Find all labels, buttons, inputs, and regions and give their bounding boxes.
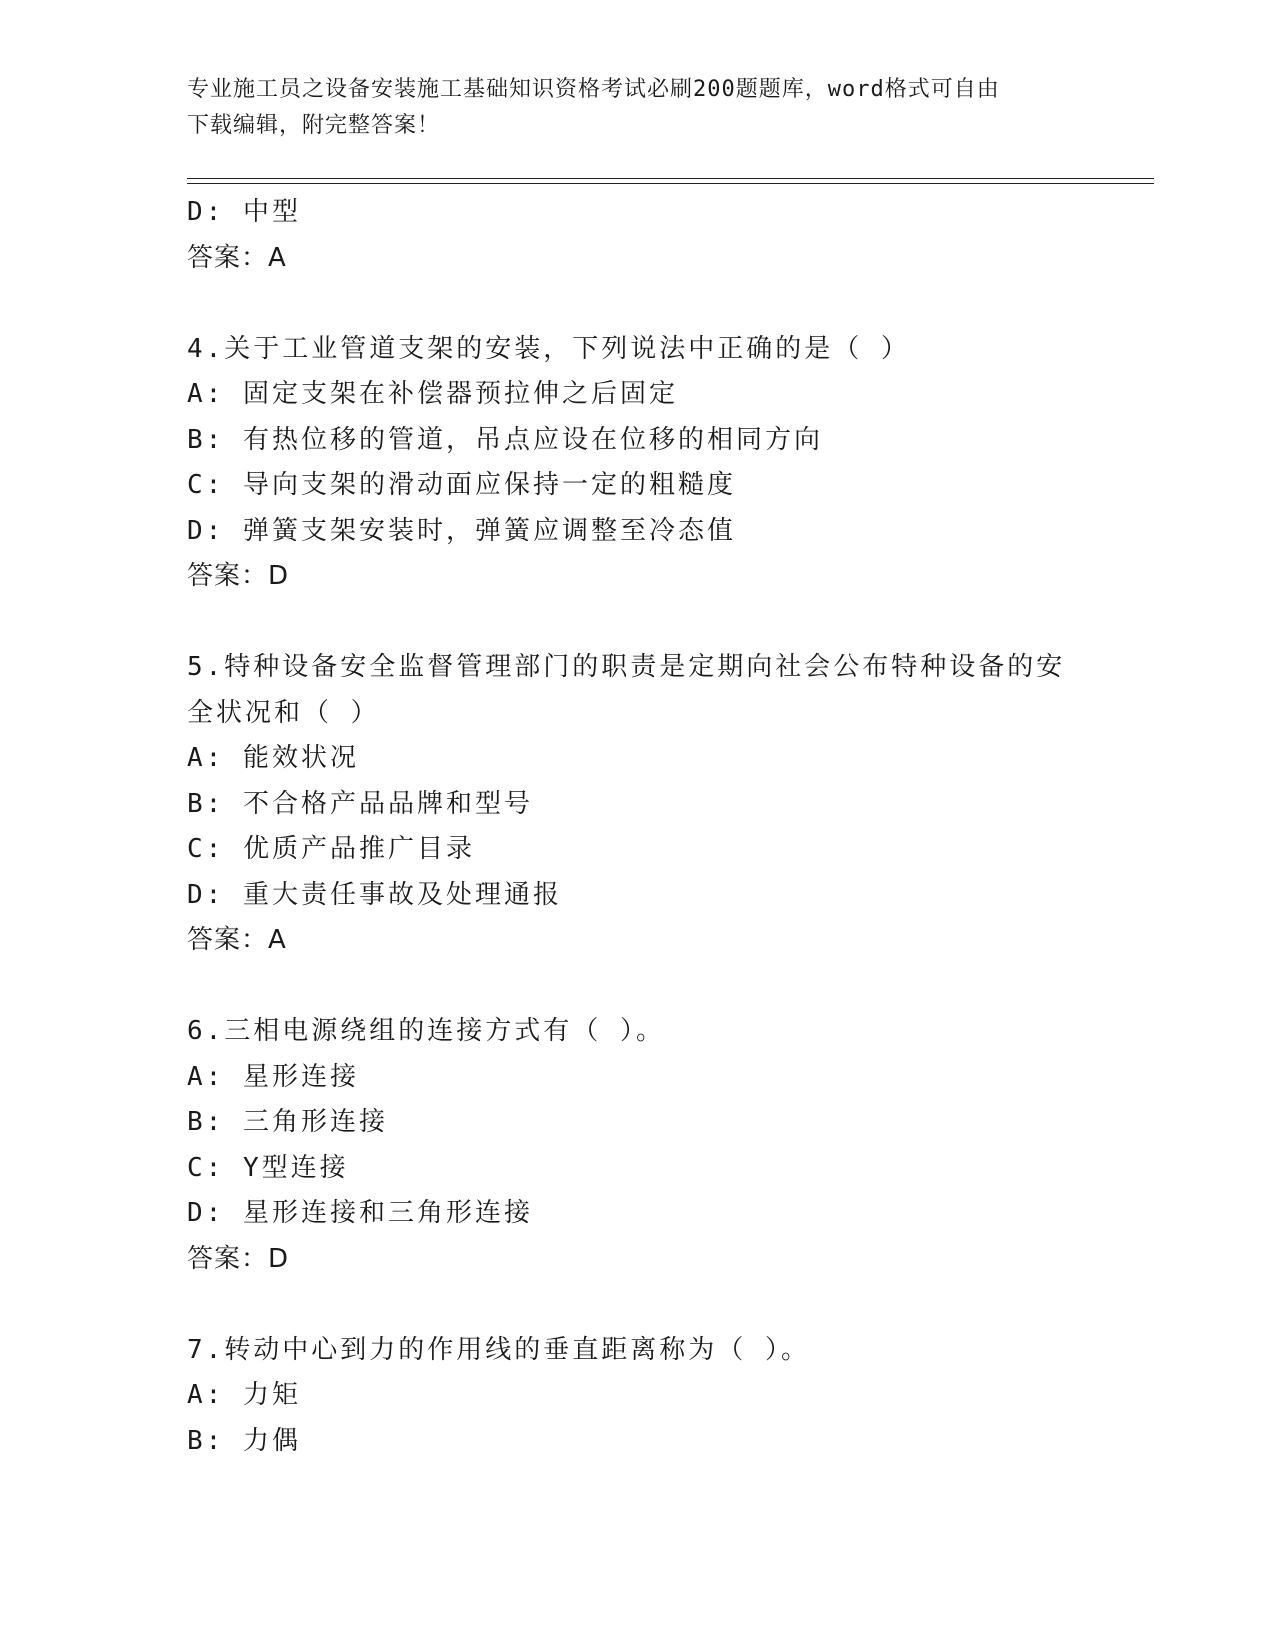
option-d: D: 重大责任事故及处理通报	[187, 879, 562, 910]
question-stem: 6.三相电源绕组的连接方式有（ ）。	[187, 1016, 665, 1046]
question-stem: 7.转动中心到力的作用线的垂直距离称为（ ）。	[187, 1334, 810, 1365]
question-4	[187, 327, 1117, 600]
question-stem: 4.关于工业管道支架的安装，下列说法中正确的是（ ）	[187, 333, 910, 364]
option-b: B: 有热位移的管道，吊点应设在位移的相同方向	[187, 424, 823, 455]
question-5	[187, 645, 1117, 964]
header-divider-bottom	[187, 183, 1154, 184]
answer-text: 答案：D	[187, 1243, 290, 1274]
answer-text: 答案：A	[187, 925, 287, 955]
question-stem-line-2: 全状况和（ ）	[187, 697, 380, 728]
option-a: A: 能效状况	[187, 743, 359, 773]
question-3-tail	[187, 190, 1117, 281]
question-stem-line-1: 5.特种设备安全监督管理部门的职责是定期向社会公布特种设备的安	[187, 652, 1066, 682]
spacer	[187, 281, 1117, 327]
answer-text: 答案：D	[187, 561, 290, 591]
header-line-2: 下载编辑，附完整答案！	[187, 113, 441, 138]
answer-text: 答案：A	[187, 242, 287, 273]
option-a: A: 星形连接	[187, 1061, 359, 1092]
option-c: C: 优质产品推广目录	[187, 834, 475, 864]
option-c: C: Y型连接	[187, 1152, 349, 1183]
header-divider-top	[187, 178, 1154, 179]
document-header	[187, 72, 1087, 144]
option-a: A: 力矩	[187, 1380, 301, 1410]
option-d: D: 中型	[187, 197, 301, 227]
header-line-1: 专业施工员之设备安装施工基础知识资格考试必刷200题题库，word格式可自由	[187, 77, 1000, 102]
question-6	[187, 1009, 1117, 1282]
option-c: C: 导向支架的滑动面应保持一定的粗糙度	[187, 470, 736, 500]
spacer	[187, 1282, 1117, 1328]
spacer	[187, 600, 1117, 646]
option-d: D: 弹簧支架安装时，弹簧应调整至冷态值	[187, 515, 736, 546]
option-a: A: 固定支架在补偿器预拉伸之后固定	[187, 379, 678, 409]
spacer	[187, 964, 1117, 1010]
option-b: B: 力偶	[187, 1425, 301, 1456]
option-b: B: 三角形连接	[187, 1107, 388, 1137]
question-7	[187, 1328, 1117, 1465]
option-d: D: 星形连接和三角形连接	[187, 1198, 533, 1228]
question-list	[187, 190, 1117, 1464]
option-b: B: 不合格产品品牌和型号	[187, 788, 533, 819]
